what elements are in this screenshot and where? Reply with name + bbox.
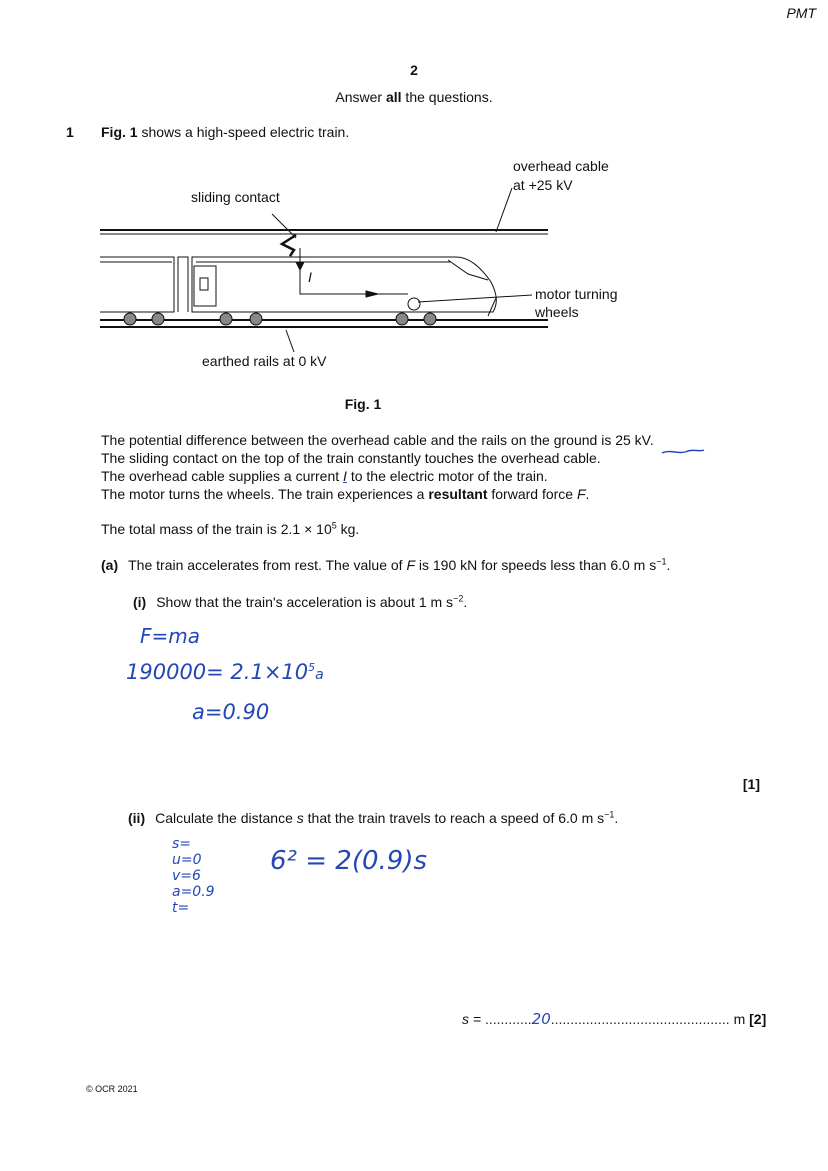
question-intro: Fig. 1 shows a high-speed electric train. bbox=[101, 124, 350, 140]
label-motor-wheels: wheels bbox=[535, 304, 579, 320]
working-line-3: a=0.90 bbox=[192, 700, 270, 724]
current-arrow bbox=[296, 248, 408, 297]
suvat-list bbox=[172, 836, 215, 916]
watermark: PMT bbox=[786, 5, 816, 21]
label-motor: motor turning bbox=[535, 286, 618, 302]
suvat-u: u=0 bbox=[172, 852, 202, 868]
copyright: © OCR 2021 bbox=[86, 1084, 138, 1094]
part-a-question: (a) The train accelerates from rest. The value of F is 190 kN for speeds less than 6.0 m $s^{-1}$. bbox=[101, 556, 671, 573]
answer-value: 20 bbox=[531, 1010, 551, 1028]
overhead-cable bbox=[100, 230, 548, 234]
question-number: 1 bbox=[66, 124, 74, 140]
train-mass: The total mass of the train is $2.1 \times 10^5$ kg. bbox=[101, 520, 360, 537]
label-sliding-contact: sliding contact bbox=[191, 189, 280, 205]
handwritten-underline bbox=[660, 447, 706, 457]
sliding-contact bbox=[282, 235, 296, 256]
marks-part-i: [1] bbox=[742, 776, 760, 792]
equation-working: 6² = 2(0.9)s bbox=[270, 846, 428, 876]
label-overhead-cable: overhead cable bbox=[513, 158, 609, 174]
para-line-1: The potential difference between the overhead cable and the rails on the ground is 25 kV. bbox=[101, 432, 654, 448]
rails bbox=[100, 320, 548, 327]
suvat-v: v=6 bbox=[172, 868, 201, 884]
description-paragraph bbox=[101, 431, 654, 503]
working-line-1: F=ma bbox=[140, 624, 200, 648]
suvat-s: s= bbox=[172, 836, 192, 852]
para-line-2: The sliding contact on the top of the train constantly touches the overhead cable. bbox=[101, 450, 601, 466]
suvat-t: t= bbox=[172, 900, 190, 916]
label-overhead-voltage: at +25 kV bbox=[513, 177, 573, 193]
label-current: I bbox=[308, 269, 312, 285]
page-number: 2 bbox=[410, 62, 418, 78]
figure-caption: Fig. 1 bbox=[344, 396, 382, 412]
motor bbox=[408, 298, 420, 310]
para-line-4: The motor turns the wheels. The train experiences a resultant forward force F. bbox=[101, 486, 590, 502]
suvat-a: a=0.9 bbox=[172, 884, 215, 900]
marks-part-ii: [2] bbox=[749, 1011, 767, 1027]
train-figure bbox=[96, 150, 736, 390]
answer-line: s = ............20.............................................. m [2] bbox=[462, 1010, 767, 1028]
instructions: Answer all the questions. bbox=[335, 89, 493, 105]
para-line-3: The overhead cable supplies a current I to the electric motor of the train. bbox=[101, 468, 548, 484]
label-rails: earthed rails at 0 kV bbox=[202, 353, 327, 369]
part-a-i-question: (i) Show that the train's acceleration is about 1 m $s^{-2}$. bbox=[133, 593, 468, 610]
working-line-2: $190000= 2.1\times 10^5a$ bbox=[126, 660, 324, 684]
part-a-ii-question: (ii) Calculate the distance s that the train travels to reach a speed of 6.0 m $s^{-1}$. bbox=[128, 809, 619, 826]
